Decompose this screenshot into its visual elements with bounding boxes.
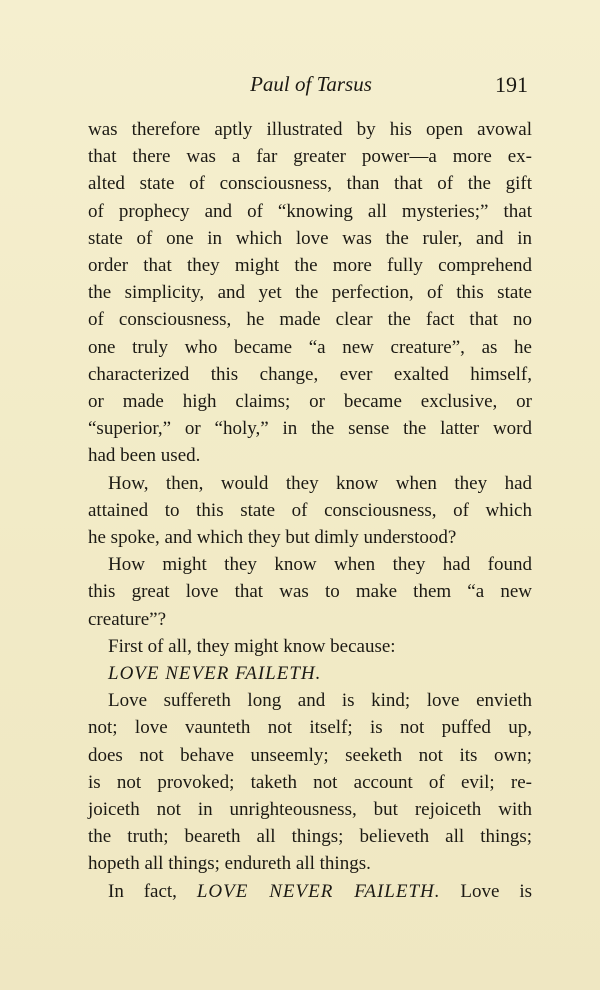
text-line: “superior,” or “holy,” in the sense the latter word xyxy=(88,418,532,440)
text-line: order that they might the more fully comprehend xyxy=(88,255,532,277)
body-text xyxy=(88,116,532,905)
text-line: this great love that was to make them “a new xyxy=(88,581,532,603)
text-line: state of one in which love was the ruler, and in xyxy=(88,227,532,249)
text-line: creature”? xyxy=(88,608,167,630)
text-line: hopeth all things; endureth all things. xyxy=(88,853,371,875)
text-line: that there was a far greater power—a more ex- xyxy=(88,146,532,168)
running-title: Paul of Tarsus xyxy=(250,72,372,96)
text-line: is not provoked; taketh not account of evil; re- xyxy=(88,771,532,793)
text-tail: Love is xyxy=(460,880,532,902)
text-line: was therefore aptly illustrated by his open avowal xyxy=(88,119,532,140)
text-line: one truly who became “a new creature”, as he xyxy=(88,336,532,358)
text-line: First of all, they might know because: xyxy=(108,635,396,657)
text-line: he spoke, and which they but dimly understood? xyxy=(88,527,457,549)
text-lead: In fact, xyxy=(108,880,177,902)
text-line: How, then, would they know when they had xyxy=(108,472,532,494)
emphasis-text: LOVE NEVER FAILETH. xyxy=(196,880,441,902)
text-line: of prophecy and of “knowing all mysteries;” that xyxy=(88,200,532,222)
text-line: joiceth not in unrighteousness, but rejoiceth with xyxy=(88,799,532,821)
text-line: the truth; beareth all things; believeth all things; xyxy=(88,826,532,848)
text-line: does not behave unseemly; seeketh not its own; xyxy=(88,744,532,766)
text-line: had been used. xyxy=(88,445,201,467)
text-line: of consciousness, he made clear the fact that no xyxy=(88,309,532,331)
text-line xyxy=(88,878,532,905)
page-number: 191 xyxy=(495,72,528,97)
running-head xyxy=(88,70,534,100)
emphasis-line: LOVE NEVER FAILETH. xyxy=(108,663,322,685)
text-line: Love suffereth long and is kind; love envieth xyxy=(108,690,532,712)
text-line: How might they know when they had found xyxy=(108,554,532,576)
text-line: the simplicity, and yet the perfection, of this state xyxy=(88,282,532,304)
text-line: not; love vaunteth not itself; is not puffed up, xyxy=(88,717,532,739)
text-line: characterized this change, ever exalted himself, xyxy=(88,363,532,385)
text-line: or made high claims; or became exclusive, or xyxy=(88,391,532,413)
text-line: attained to this state of consciousness, of which xyxy=(88,499,532,521)
text-line: alted state of consciousness, than that of the gift xyxy=(88,173,532,195)
